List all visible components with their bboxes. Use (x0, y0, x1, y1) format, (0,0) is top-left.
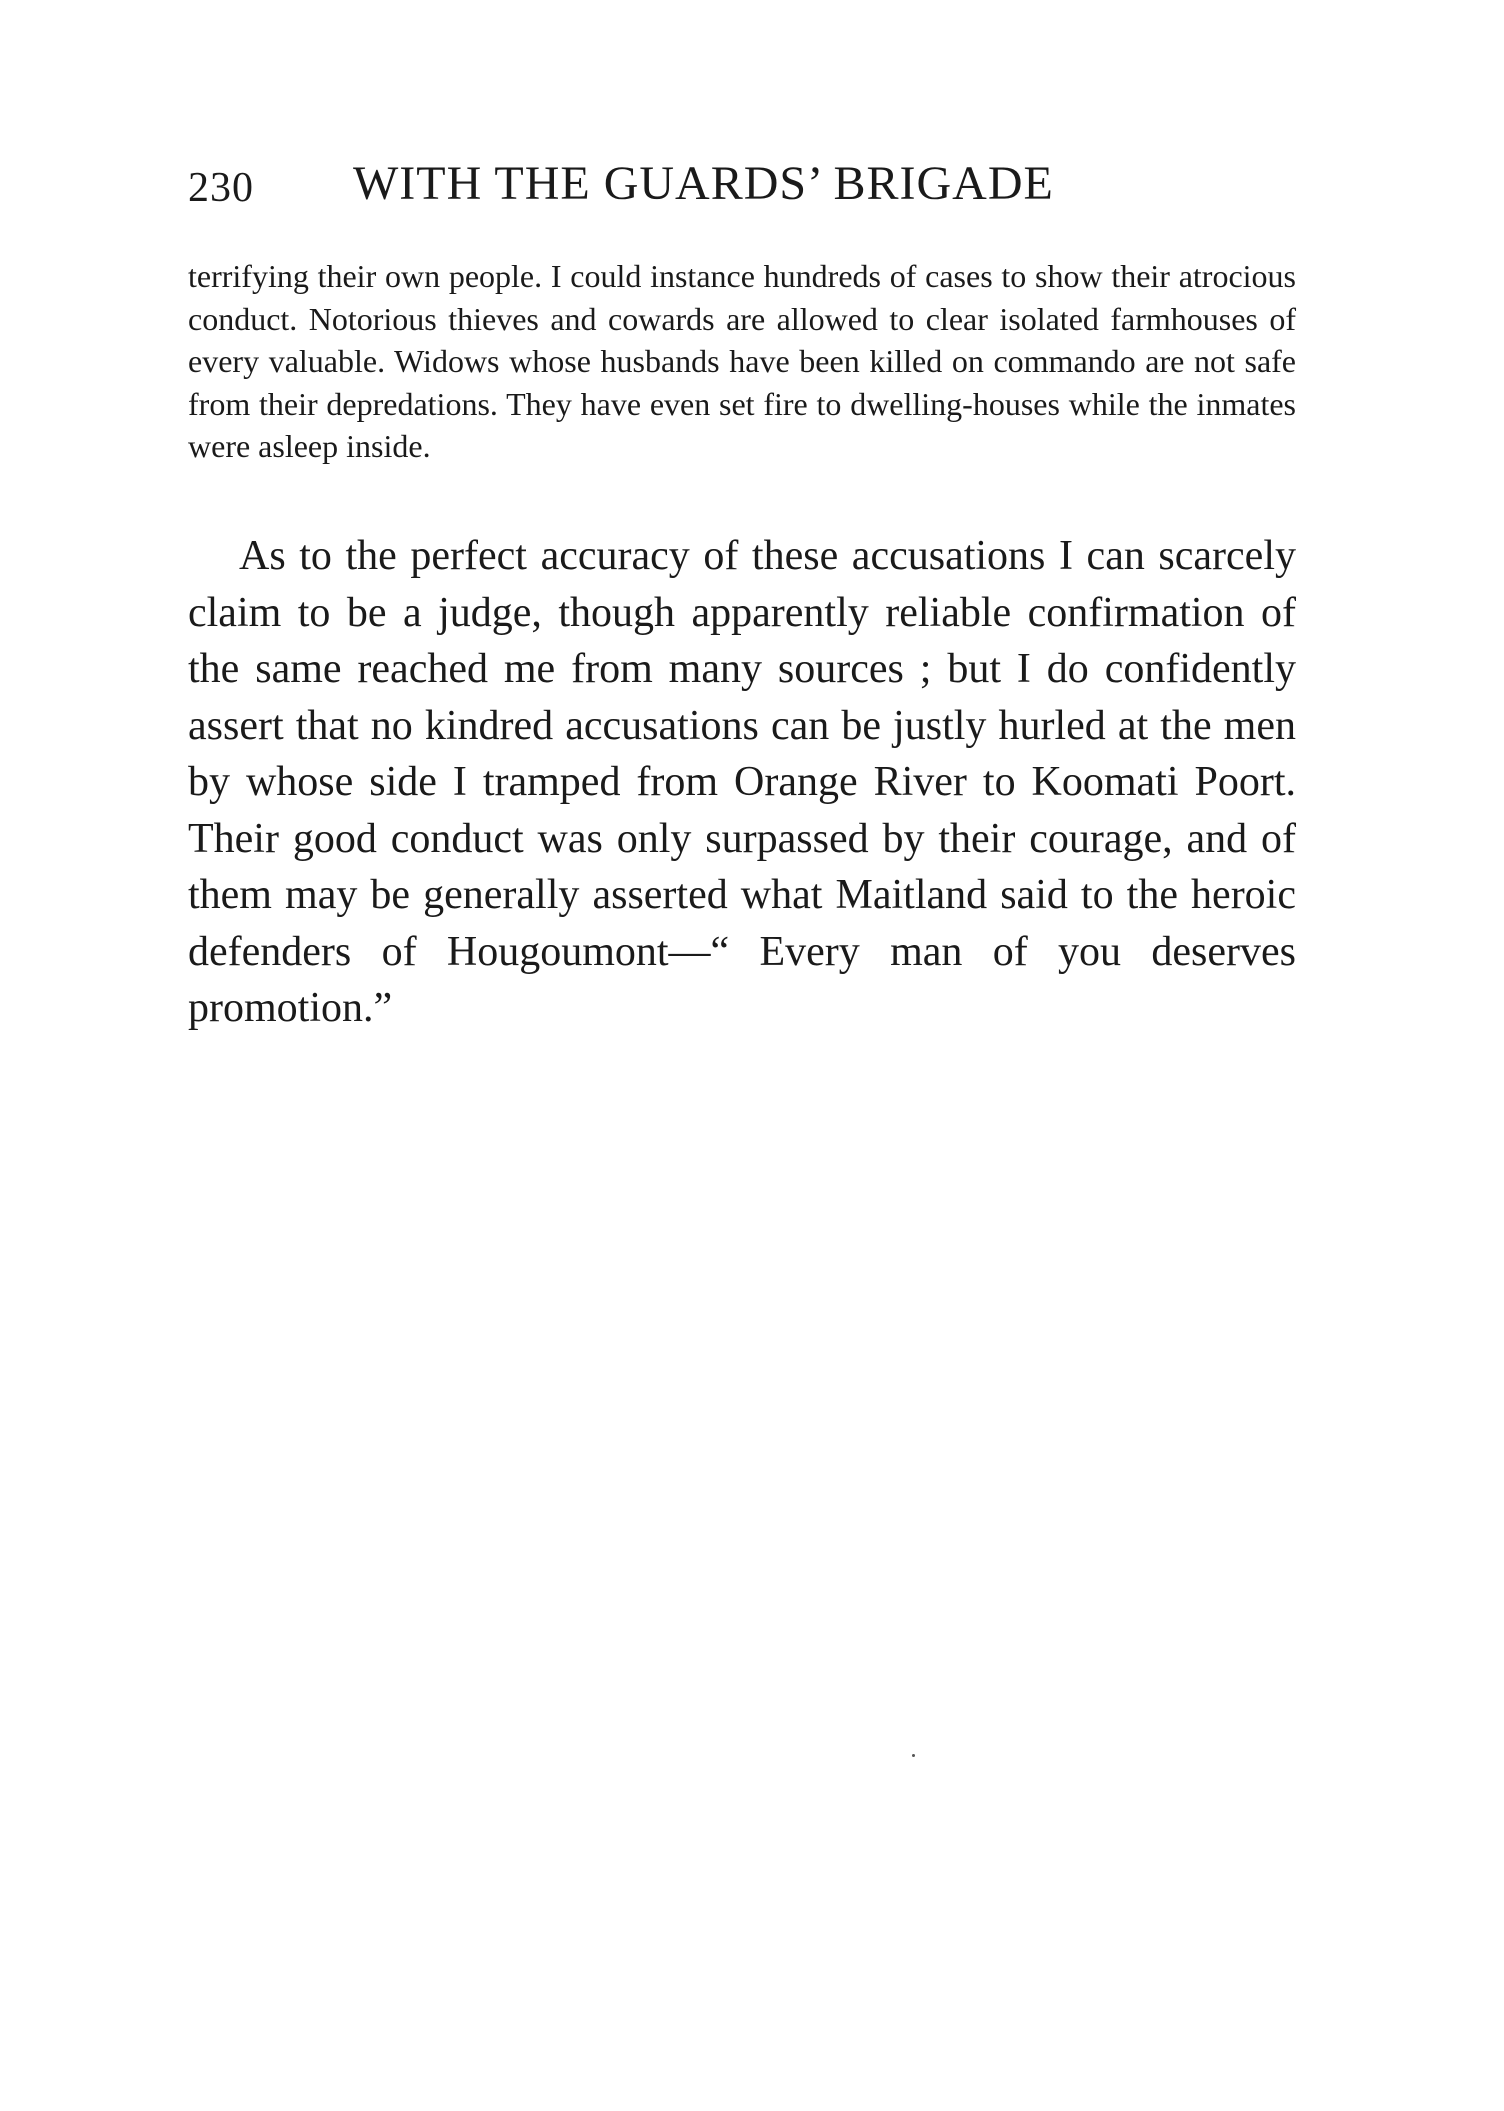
body-paragraph: As to the perfect accuracy of these accusations I can scarcely claim to be a judge, though apparently reliable confirmation of the same reached me from many sources ; but I do confidently assert that no kindred accusations can be justly hurled at the men by whose side I tramped from Orange River to Koomati Poort. Their good conduct was only surpassed by their courage, and of them may be generally asserted what Maitland said to the heroic defenders of Hougoumont—“ Every man of you deserves promotion.” (188, 533, 1296, 1031)
running-head (188, 156, 1298, 216)
scan-speck (912, 1754, 915, 1757)
page-number: 230 (188, 165, 254, 211)
quoted-passage: terrifying their own people. I could instance hundreds of cases to show their atrocious conduct. Notorious thieves and cowards are allowed to clear isolated farmhouses of every valuable. Widows whose husbands have been killed on commando are not safe from their depredations. They have even set fire to dwelling-houses while the inmates were asleep inside. (188, 258, 1296, 464)
running-head-title: WITH THE GUARDS’ BRIGADE (353, 157, 1054, 210)
